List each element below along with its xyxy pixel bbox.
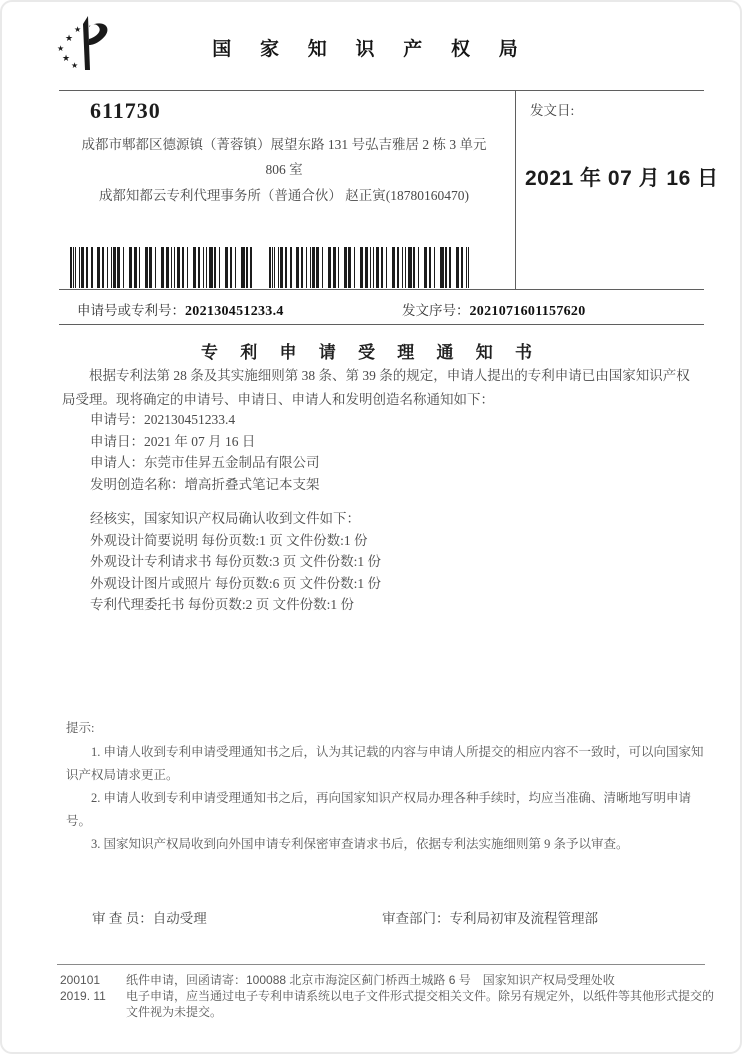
svg-text:★: ★ [71, 61, 79, 70]
department-group [382, 907, 598, 927]
examiner-group [92, 907, 207, 927]
hints-title: 提示: [66, 721, 95, 735]
footer-code-1: 200101 [60, 973, 101, 987]
mailing-address [64, 132, 504, 182]
footer-divider [57, 964, 705, 965]
application-fields [62, 409, 690, 495]
serial-number-label: 发文序号： [402, 303, 470, 318]
postal-code: 611730 [90, 98, 161, 123]
received-intro: 经核实，国家知识产权局确认收到文件如下： [90, 511, 360, 526]
address-line-1: 成都市郫都区德源镇（菁蓉镇）展望东路 131 号弘吉雅居 2 栋 3 单元 [81, 137, 487, 152]
department-value: 专利局初审及流程管理部 [449, 911, 598, 926]
org-title: 国 家 知 识 产 权 局 [212, 39, 530, 60]
issue-date-label: 发文日: [530, 103, 575, 118]
application-number-value: 202130451233.4 [185, 304, 284, 319]
serial-number-group [402, 299, 586, 320]
examiner-label: 审 查 员： [92, 911, 153, 926]
svg-text:★: ★ [65, 33, 74, 43]
svg-text:★: ★ [74, 25, 82, 34]
application-number-group [77, 299, 284, 320]
barcode-1 [70, 247, 252, 288]
hint-item-2: 2. 申请人收到专利申请受理通知书之后，再向国家知识产权局办理各种手续时，均应当准确、清晰地写明申请号。 [66, 791, 692, 828]
footer-paper-filing-note: 纸件申请，回函请寄：100088 北京市海淀区蓟门桥西土城路 6 号 国家知识产权局受理处收 [126, 973, 615, 987]
field-applicant: 申请人：东莞市佳昇五金制品有限公司 [90, 455, 320, 470]
received-doc-1: 外观设计简要说明 每份页数:1 页 文件份数:1 份 [90, 532, 368, 548]
barcode-2 [269, 247, 472, 288]
received-doc-4: 专利代理委托书 每份页数:2 页 文件份数:1 份 [90, 597, 355, 612]
received-documents [62, 508, 690, 616]
footer-efiling-note: 电子申请，应当通过电子专利申请系统以电子文件形式提交相关文件。除另有规定外，以纸件等其他形式提交的文件视为未提交。 [126, 989, 715, 1019]
recipient-line: 成都知都云专利代理事务所（普通合伙） 赵正寅(18780160470) [98, 188, 470, 203]
svg-text:★: ★ [62, 53, 71, 63]
issue-box-divider [515, 90, 516, 289]
footer-code-2: 2019. 11 [60, 989, 106, 1003]
issue-date-value: 2021 年 07 月 16 日 [525, 167, 719, 190]
number-row-bottom-divider [59, 324, 704, 325]
received-doc-3: 外观设计图片或照片 每份页数:6 页 文件份数:1 份 [90, 575, 382, 591]
header-divider [59, 90, 704, 91]
application-number-label: 申请号或专利号： [77, 303, 185, 318]
serial-number-value: 2021071601157620 [469, 304, 586, 319]
field-application-number: 申请号：202130451233.4 [90, 412, 236, 427]
hint-item-1: 1. 申请人收到专利申请受理通知书之后，认为其记载的内容与申请人所提交的相应内容不一致时，可以向国家知识产权局请求更正。 [66, 745, 704, 782]
number-row-top-divider [59, 289, 704, 290]
notice-title: 专 利 申 请 受 理 通 知 书 [201, 343, 541, 362]
notice-intro: 根据专利法第 28 条及其实施细则第 38 条、第 39 条的规定，申请人提出的专利申请已由国家知识产权局受理。现将确定的申请号、申请日、申请人和发明创造名称通知如下： [62, 368, 690, 407]
hints-section [66, 717, 704, 856]
field-application-date: 申请日：2021 年 07 月 16 日 [90, 433, 256, 449]
department-label: 审查部门： [382, 911, 450, 926]
field-invention-title: 发明创造名称：增高折叠式笔记本支架 [90, 476, 320, 492]
received-doc-2: 外观设计专利请求书 每份页数:3 页 文件份数:1 份 [90, 554, 382, 569]
examiner-value: 自动受理 [152, 911, 207, 926]
hint-item-3: 3. 国家知识产权局收到向外国申请专利保密审查请求书后，依据专利法实施细则第 9 条予以审查。 [91, 837, 629, 851]
address-line-2: 806 室 [265, 162, 303, 177]
svg-text:★: ★ [57, 44, 65, 53]
